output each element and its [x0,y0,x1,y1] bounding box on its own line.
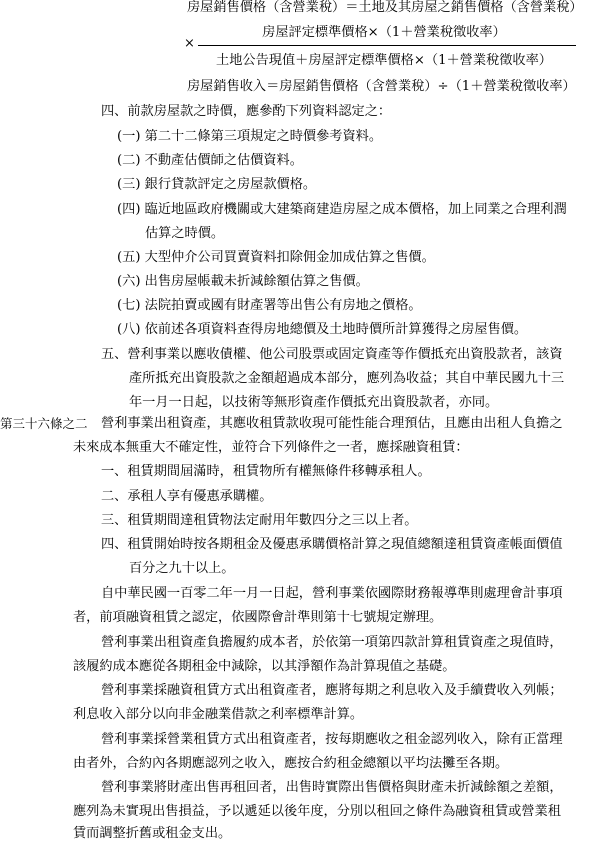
multiply-sign: × [184,36,195,51]
item-4-sub-5: (五) 大型仲介公司買賣資料扣除佣金加成估算之售價。 [117,250,435,265]
condition-4: 四、租賃開始時按各期租金及優惠承購價格計算之現值總額達租賃資產帳面價值 [101,537,563,552]
paragraph-2-line-2: 者，前項融資租賃之認定，依國際會計準則第十七號規定辦理。 [73,610,443,625]
formula-line-1: 房屋銷售價格（含營業稅）＝土地及其房屋之銷售價格（含營業稅） [187,0,583,15]
fraction-denominator: 土地公告現值＋房屋評定標準價格×（1＋營業稅徵收率） [216,53,552,68]
paragraph-5-line-2: 由者外，合約內各期應認列之收入，應按合約租金總額以平均法攤至各期。 [73,756,509,771]
article-line-2: 未來成本無重大不確定性，並符合下列條件之一者，應採融資租賃： [73,440,469,455]
item-4-title: 四、前款房屋款之時價，應參酌下列資料認定之： [101,104,392,119]
paragraph-5-line-1: 營利事業採營業租賃方式出租資產者，按每期應收之租金認列收入，除有正當理 [101,732,563,747]
paragraph-4-line-2: 利息收入部分以向非金融業借款之利率標準計算。 [73,707,364,722]
item-4-sub-7: (七) 法院拍賣或國有財產署等出售公有房地之價格。 [117,298,422,313]
item-4-sub-3: (三) 銀行貸款評定之房屋款價格。 [117,177,317,192]
article-line-1: 營利事業出租資產，其應收租賃款收現可能性能合理預估，且應由出租人負擔之 [101,416,563,431]
item-4-sub-2: (二) 不動產估價師之估價資料。 [117,153,303,168]
item-4-sub-1: (一) 第二十二條第三項規定之時價參考資料。 [117,129,383,144]
condition-3: 三、租賃期間達租賃物法定耐用年數四分之三以上者。 [101,513,418,528]
condition-4-cont: 百分之九十以上。 [129,561,235,576]
condition-2: 二、承租人享有優惠承購權。 [101,489,273,504]
item-4-sub-4-cont: 估算之時價。 [145,226,225,241]
item-5-line-3: 年一月一日起，以技術等無形資產作價抵充出資股款者，亦同。 [129,395,499,410]
formula-line-4: 房屋銷售收入＝房屋銷售價格（含營業稅）÷（1＋營業稅徵收率） [187,79,576,94]
item-5-line-1: 五、營利事業以應收債權、他公司股票或固定資產等作價抵充出資股款者，該資 [101,347,563,362]
paragraph-6-line-2: 應列為未實現出售損益，予以遞延以後年度，分別以租回之條件為融資租賃或營業租 [73,804,561,819]
fraction-numerator: 房屋評定標準價格×（1＋營業稅徵收率） [262,25,506,40]
item-4-sub-6: (六) 出售房屋帳載未折減餘額估算之售價。 [117,274,369,289]
paragraph-4-line-1: 營利事業採融資租賃方式出租資產者，應將每期之利息收入及手續費收入列帳； [101,683,563,698]
paragraph-3-line-1: 營利事業出租資產負擔履約成本者，於依第一項第四款計算租賃資產之現值時， [101,635,563,650]
fraction-bar [198,45,576,46]
item-5-line-2: 產所抵充出資股款之金額超過成本部分，應列為收益；其自中華民國九十三 [129,371,565,386]
paragraph-2-line-1: 自中華民國一百零二年一月一日起，營利事業依國際財務報導準則處理會計事項 [101,586,563,601]
paragraph-6-line-1: 營利事業將財產出售再租回者，出售時實際出售價格與財產未折減餘額之差額， [101,780,563,795]
item-4-sub-8: (八) 依前述各項資料查得房地總價及土地時價所計算獲得之房屋售價。 [117,322,528,337]
fraction-formula [184,21,584,71]
paragraph-6-line-3: 賃而調整折舊或租金支出。 [73,826,232,841]
condition-1: 一、租賃期間屆滿時，租賃物所有權無條件移轉承租人。 [101,464,431,479]
article-number: 第三十六條之二 [0,416,88,431]
item-4-sub-4: (四) 臨近地區政府機關或大建築商建造房屋之成本價格，加上同業之合理利潤 [117,202,567,217]
paragraph-3-line-2: 該履約成本應從各期租金中減除，以其淨額作為計算現值之基礎。 [73,659,456,674]
